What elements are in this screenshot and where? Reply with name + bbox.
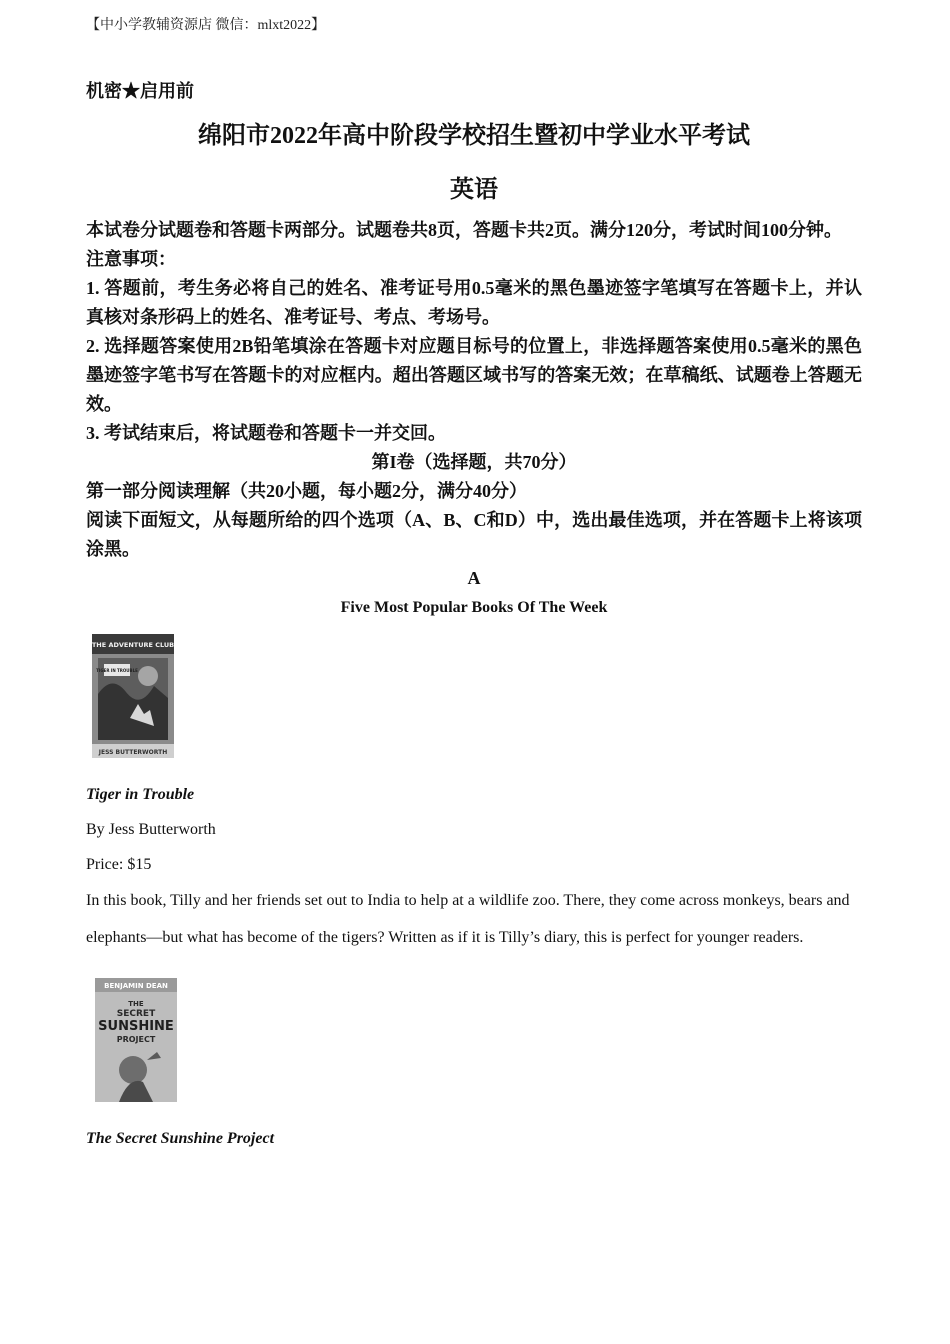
book-price-1: Price: $15 (86, 856, 152, 873)
volume-title: 第I卷（选择题，共70分） (371, 452, 577, 472)
cover-line-2: SECRET (116, 1009, 156, 1019)
book-title-2: The Secret Sunshine Project (86, 1130, 275, 1147)
book-cover-tiger-in-trouble (92, 634, 174, 758)
book-title-1: Tiger in Trouble (86, 786, 195, 803)
notice-item-3: 3. 考试结束后，将试题卷和答题卡一并交回。 (86, 423, 446, 443)
subject-title: 英语 (450, 177, 498, 203)
reading-instruction: 阅读下面短文，从每题所给的四个选项（A、B、C和D）中，选出最佳选项，并在答题卡上将该项涂黑。 (86, 510, 862, 559)
cover-mid-text: TIGER IN TROUBLE (96, 668, 138, 673)
notice-item-1: 1. 答题前，考生务必将自己的姓名、准考证号用0.5毫米的黑色墨迹签字笔填写在答题卡上，并认真核对条形码上的姓名、准考证号、考点、考场号。 (86, 278, 862, 327)
book-cover-secret-sunshine-project (95, 978, 177, 1102)
cover-bottom-text: JESS BUTTERWORTH (98, 749, 168, 756)
book-description-1: In this book, Tilly and her friends set out to India to help at a wildlife zoo. There, they come across monkeys, bears and elephants—but what has become of the tigers? Written as if it is Tilly’s diary, this is perfect for younger readers. (86, 892, 850, 946)
part-title: 第一部分阅读理解（共20小题，每小题2分，满分40分） (86, 481, 527, 501)
cover-line-4: PROJECT (116, 1035, 156, 1044)
book-author-1: By Jess Butterworth (86, 821, 216, 838)
cover-line-1: THE (128, 1000, 144, 1008)
cover-author-text: BENJAMIN DEAN (104, 982, 168, 990)
exam-page (86, 78, 862, 1150)
header-note: 【中小学教辅资源店 微信：mlxt2022】 (86, 18, 326, 33)
section-letter: A (467, 568, 481, 588)
notice-item-2: 2. 选择题答案使用2B铅笔填涂在答题卡对应题目标号的位置上，非选择题答案使用0.5毫米的黑色墨迹签字笔书写在答题卡的对应框内。超出答题区域书写的答案无效；在草稿纸、试题卷上答题无效。 (86, 336, 862, 414)
exam-intro: 本试卷分试题卷和答题卡两部分。试题卷共8页，答题卡共2页。满分120分，考试时间100分钟。 (86, 220, 842, 240)
cover-line-3: SUNSHINE (98, 1019, 174, 1034)
passage-title: Five Most Popular Books Of The Week (340, 599, 608, 616)
exam-title: 绵阳市2022年高中阶段学校招生暨初中学业水平考试 (198, 123, 750, 149)
cover-top-text: THE ADVENTURE CLUB (92, 641, 174, 649)
notice-heading: 注意事项： (86, 249, 176, 269)
secret-label: 机密★启用前 (86, 81, 194, 101)
